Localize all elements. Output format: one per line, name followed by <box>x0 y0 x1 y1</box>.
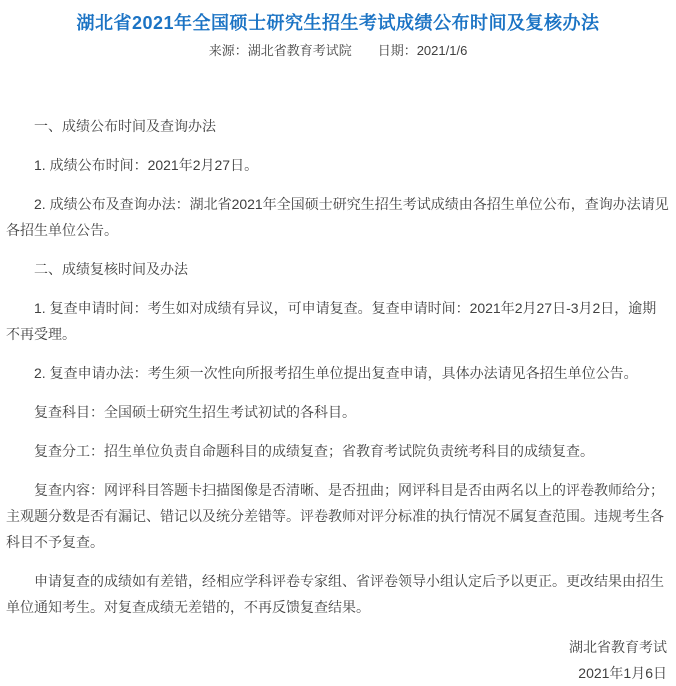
paragraph: 2. 成绩公布及查询办法：湖北省2021年全国硕士研究生招生考试成绩由各招生单位公布，查询办法请见各招生单位公告。 <box>6 196 669 238</box>
paragraph: 1. 复查申请时间：考生如对成绩有异议，可申请复查。复查申请时间：2021年2月27日-3月2日，逾期不再受理。 <box>6 300 657 342</box>
article-header <box>0 0 676 59</box>
page-title: 湖北省2021年全国硕士研究生招生考试成绩公布时间及复核办法 <box>76 13 600 33</box>
section-heading-1: 一、成绩公布时间及查询办法 <box>34 118 216 134</box>
signature-block <box>6 634 670 686</box>
paragraph: 复查科目：全国硕士研究生招生考试初试的各科目。 <box>34 404 356 420</box>
paragraph: 申请复查的成绩如有差错，经相应学科评卷专家组、省评卷领导小组认定后予以更正。更改结果由招生单位通知考生。对复查成绩无差错的，不再反馈复查结果。 <box>6 573 664 615</box>
paragraph: 复查内容：网评科目答题卡扫描图像是否清晰、是否扭曲；网评科目是否由两名以上的评卷教师给分；主观题分数是否有漏记、错记以及统分差错等。评卷教师对评分标准的执行情况不属复查范围。违规考生各科目不予复查。 <box>6 482 664 550</box>
source-label: 来源：湖北省教育考试院 <box>208 43 352 58</box>
paragraph: 1. 成绩公布时间：2021年2月27日。 <box>34 157 259 173</box>
publish-date: 日期：2021/1/6 <box>377 43 468 58</box>
paragraph: 复查分工：招生单位负责自命题科目的成绩复查；省教育考试院负责统考科目的成绩复查。 <box>34 443 594 459</box>
paragraph: 2. 复查申请办法：考生须一次性向所报考招生单位提出复查申请，具体办法请见各招生单位公告。 <box>34 365 638 381</box>
signature-org: 湖北省教育考试 <box>569 639 667 655</box>
article-body <box>0 113 676 686</box>
section-heading-2: 二、成绩复核时间及办法 <box>34 261 188 277</box>
article-meta <box>0 42 676 59</box>
signature-date: 2021年1月6日 <box>578 665 667 681</box>
